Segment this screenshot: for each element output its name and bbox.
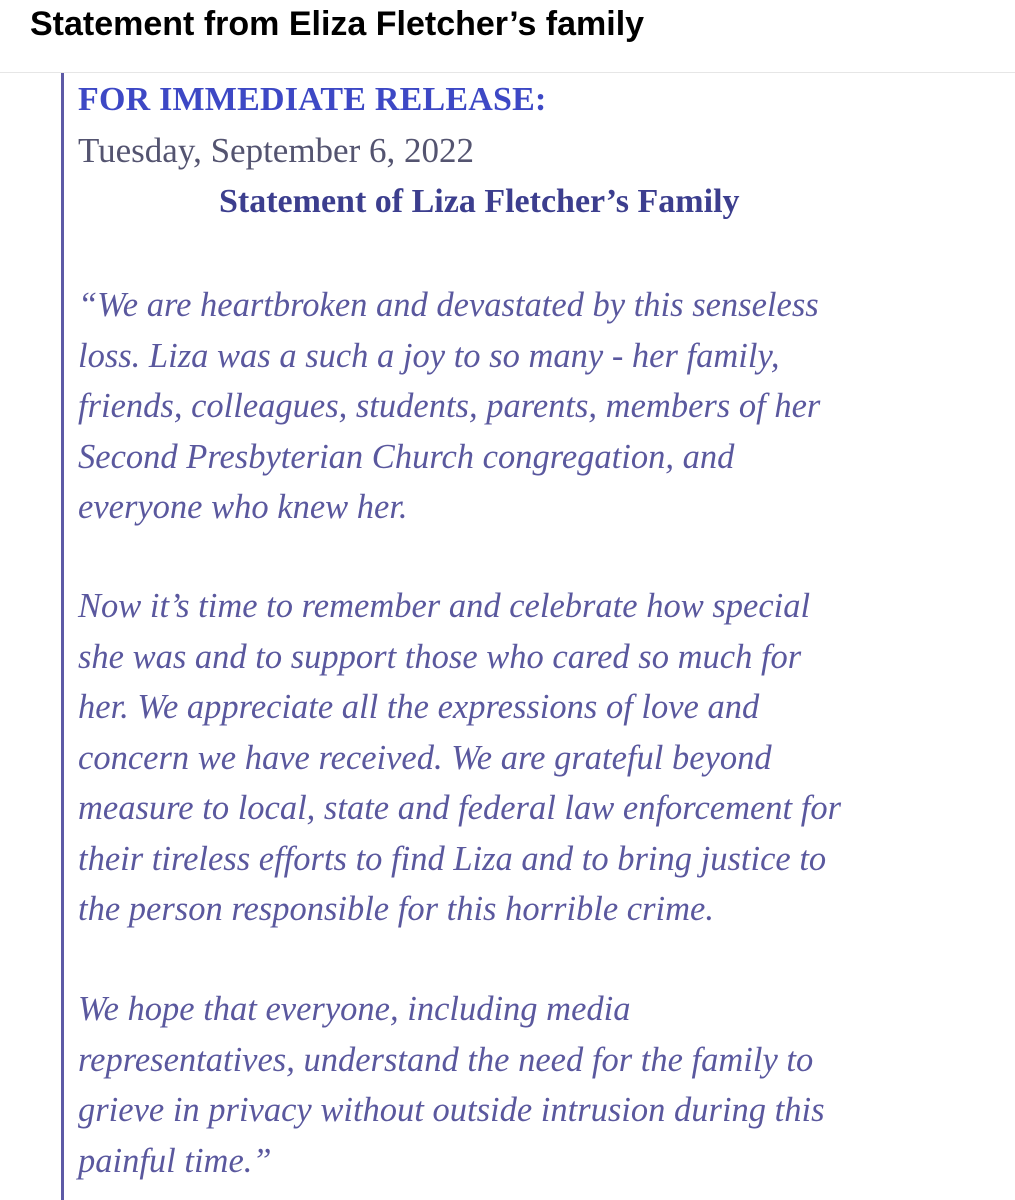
paragraph-line: Second Presbyterian Church congregation, and [78,437,735,476]
paragraph-line: We hope that everyone, including media [78,990,631,1028]
release-label: FOR IMMEDIATE RELEASE: [78,81,547,118]
paragraph-line: everyone who knew her. [78,488,408,526]
statement-document-image[interactable] [0,73,1015,1200]
paragraph-line: representatives, understand the need for the family to [78,1040,814,1079]
statement-heading: Statement of Liza Fletcher’s Family [219,183,740,220]
paragraph-line: measure to local, state and federal law enforcement for [78,789,842,827]
paragraph-line: “We are heartbroken and devastated by this senseless [78,286,819,324]
paragraph-line: friends, colleagues, students, parents, members of her [78,387,821,425]
statement-paragraph-3 [78,984,825,1186]
paragraph-line: she was and to support those who cared so much for [78,637,802,676]
release-date: Tuesday, September 6, 2022 [78,131,474,170]
paragraph-line: their tireless efforts to find Liza and to bring justice to [78,839,827,878]
paragraph-line: concern we have received. We are grateful beyond [78,738,772,777]
paragraph-line: loss. Liza was a such a joy to so many - her family, [78,336,780,375]
statement-paragraph-1 [78,280,820,533]
post-title: Statement from Eliza Fletcher’s family [30,5,645,43]
paragraph-line: the person responsible for this horrible crime. [78,890,714,928]
paragraph-line: painful time.” [78,1141,272,1180]
paragraph-line: her. We appreciate all the expressions of love and [78,688,760,726]
paragraph-line: grieve in privacy without outside intrusion during this [78,1091,825,1129]
statement-paragraph-2 [78,581,841,935]
document-left-rule [61,73,64,1200]
paragraph-line: Now it’s time to remember and celebrate how special [78,587,811,625]
